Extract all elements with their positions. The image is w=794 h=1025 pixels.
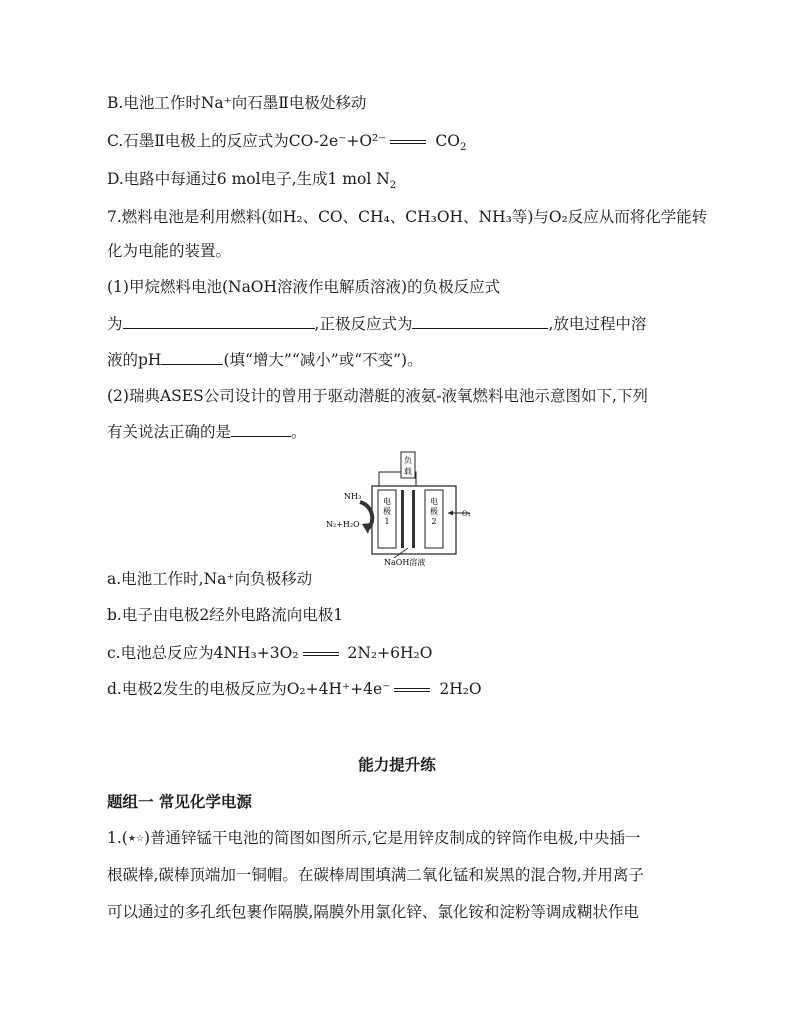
answer-blank-4[interactable] — [231, 422, 291, 437]
fuel-cell-diagram — [312, 450, 482, 570]
b-option-line: B.电池工作时Na⁺向石墨Ⅱ电极处移动 — [107, 94, 367, 112]
question-7-ph-line — [107, 350, 423, 370]
question-7-part1-blanks — [107, 314, 646, 334]
separator-bar-left — [401, 490, 404, 548]
c-option-sub: 2 — [459, 142, 467, 154]
option-a: a.电池工作时,Na⁺向负极移动 — [107, 570, 313, 588]
d-option-line — [107, 169, 396, 196]
load-label-top: 负 — [404, 456, 412, 465]
d-option-text: D.电路中每通过6 mol电子,生成1 mol N — [107, 170, 390, 188]
electrode-1-char-1: 电 — [383, 497, 391, 506]
c-option-product: CO — [435, 132, 460, 150]
question-7-part2-line2 — [107, 422, 307, 442]
question-7-line2: 化为电能的装置。 — [107, 242, 232, 260]
d-option-sub: 2 — [389, 180, 397, 192]
equals-sign — [390, 140, 426, 144]
difficulty-stars-icon: ★☆ — [127, 834, 144, 844]
question-7-line1: 7.燃料电池是利用燃料(如H₂、CO、CH₄、CH₃OH、NH₃等)与O₂反应从而将化学能转 — [107, 208, 708, 226]
equals-sign — [394, 688, 430, 692]
section-title: 能力提升练 — [358, 755, 436, 774]
separator-bar-right — [412, 490, 415, 548]
equals-sign — [303, 652, 339, 656]
question-1-line3: 可以通过的多孔纸包裹作隔膜,隔膜外用氯化锌、氯化铵和淀粉等调成糊状作电 — [107, 903, 639, 921]
c-option-line — [107, 131, 466, 158]
question-1-line2: 根碳棒,碳棒顶端加一铜帽。在碳棒周围填满二氧化锰和炭黑的混合物,并用离子 — [107, 866, 644, 884]
products-label: N₂+H₂O — [326, 520, 360, 529]
group-title: 题组一 常见化学电源 — [107, 792, 252, 811]
nh3-label: NH₃ — [344, 492, 362, 501]
question-7-part1: (1)甲烷燃料电池(NaOH溶液作电解质溶液)的负极反应式 — [107, 278, 501, 296]
option-d — [107, 679, 482, 699]
answer-blank-1[interactable] — [123, 314, 315, 329]
electrode-2-char-2: 极 — [430, 507, 438, 516]
option-d-text: d.电极2发生的电极反应为O₂+4H⁺+4e⁻ — [107, 680, 391, 698]
o2-label: O₂ — [462, 510, 471, 518]
load-label-bottom: 载 — [404, 467, 412, 476]
electrode-1-char-3: 1 — [384, 517, 390, 526]
ph-choices: (填“增大”“减小”或“不变”)。 — [223, 351, 423, 369]
option-c-product: 2N₂+6H₂O — [347, 644, 433, 662]
answer-blank-2[interactable] — [412, 314, 548, 329]
q1-prefix: 1.( — [107, 829, 128, 847]
electrode-2-char-1: 电 — [430, 497, 438, 506]
electrolyte-label: NaOH溶液 — [384, 558, 426, 567]
part2-prompt: 有关说法正确的是 — [107, 423, 232, 441]
option-b: b.电子由电极2经外电路流向电极1 — [107, 606, 344, 624]
period: 。 — [291, 423, 307, 441]
option-c-text: c.电池总反应为4NH₃+3O₂ — [107, 644, 299, 662]
discharge-label: ,放电过程中溶 — [548, 315, 647, 333]
option-c — [107, 643, 432, 663]
question-1-line1 — [107, 828, 640, 849]
answer-blank-3[interactable] — [161, 350, 223, 365]
c-option-text: C.石墨Ⅱ电极上的反应式为CO-2e⁻+O²⁻ — [107, 132, 387, 150]
blank-prefix: 为 — [107, 315, 123, 333]
positive-electrode-label: ,正极反应式为 — [314, 315, 413, 333]
electrode-1-char-2: 极 — [383, 507, 391, 516]
ph-label: 液的pH — [107, 351, 162, 369]
q1-text: )普通锌锰干电池的简图如图所示,它是用锌皮制成的锌筒作电极,中央插一 — [143, 829, 641, 847]
question-7-part2-line1: (2)瑞典ASES公司设计的曾用于驱动潜艇的液氨-液氧燃料电池示意图如下,下列 — [107, 387, 648, 405]
electrode-2-char-3: 2 — [431, 517, 437, 526]
option-d-product: 2H₂O — [439, 680, 482, 698]
